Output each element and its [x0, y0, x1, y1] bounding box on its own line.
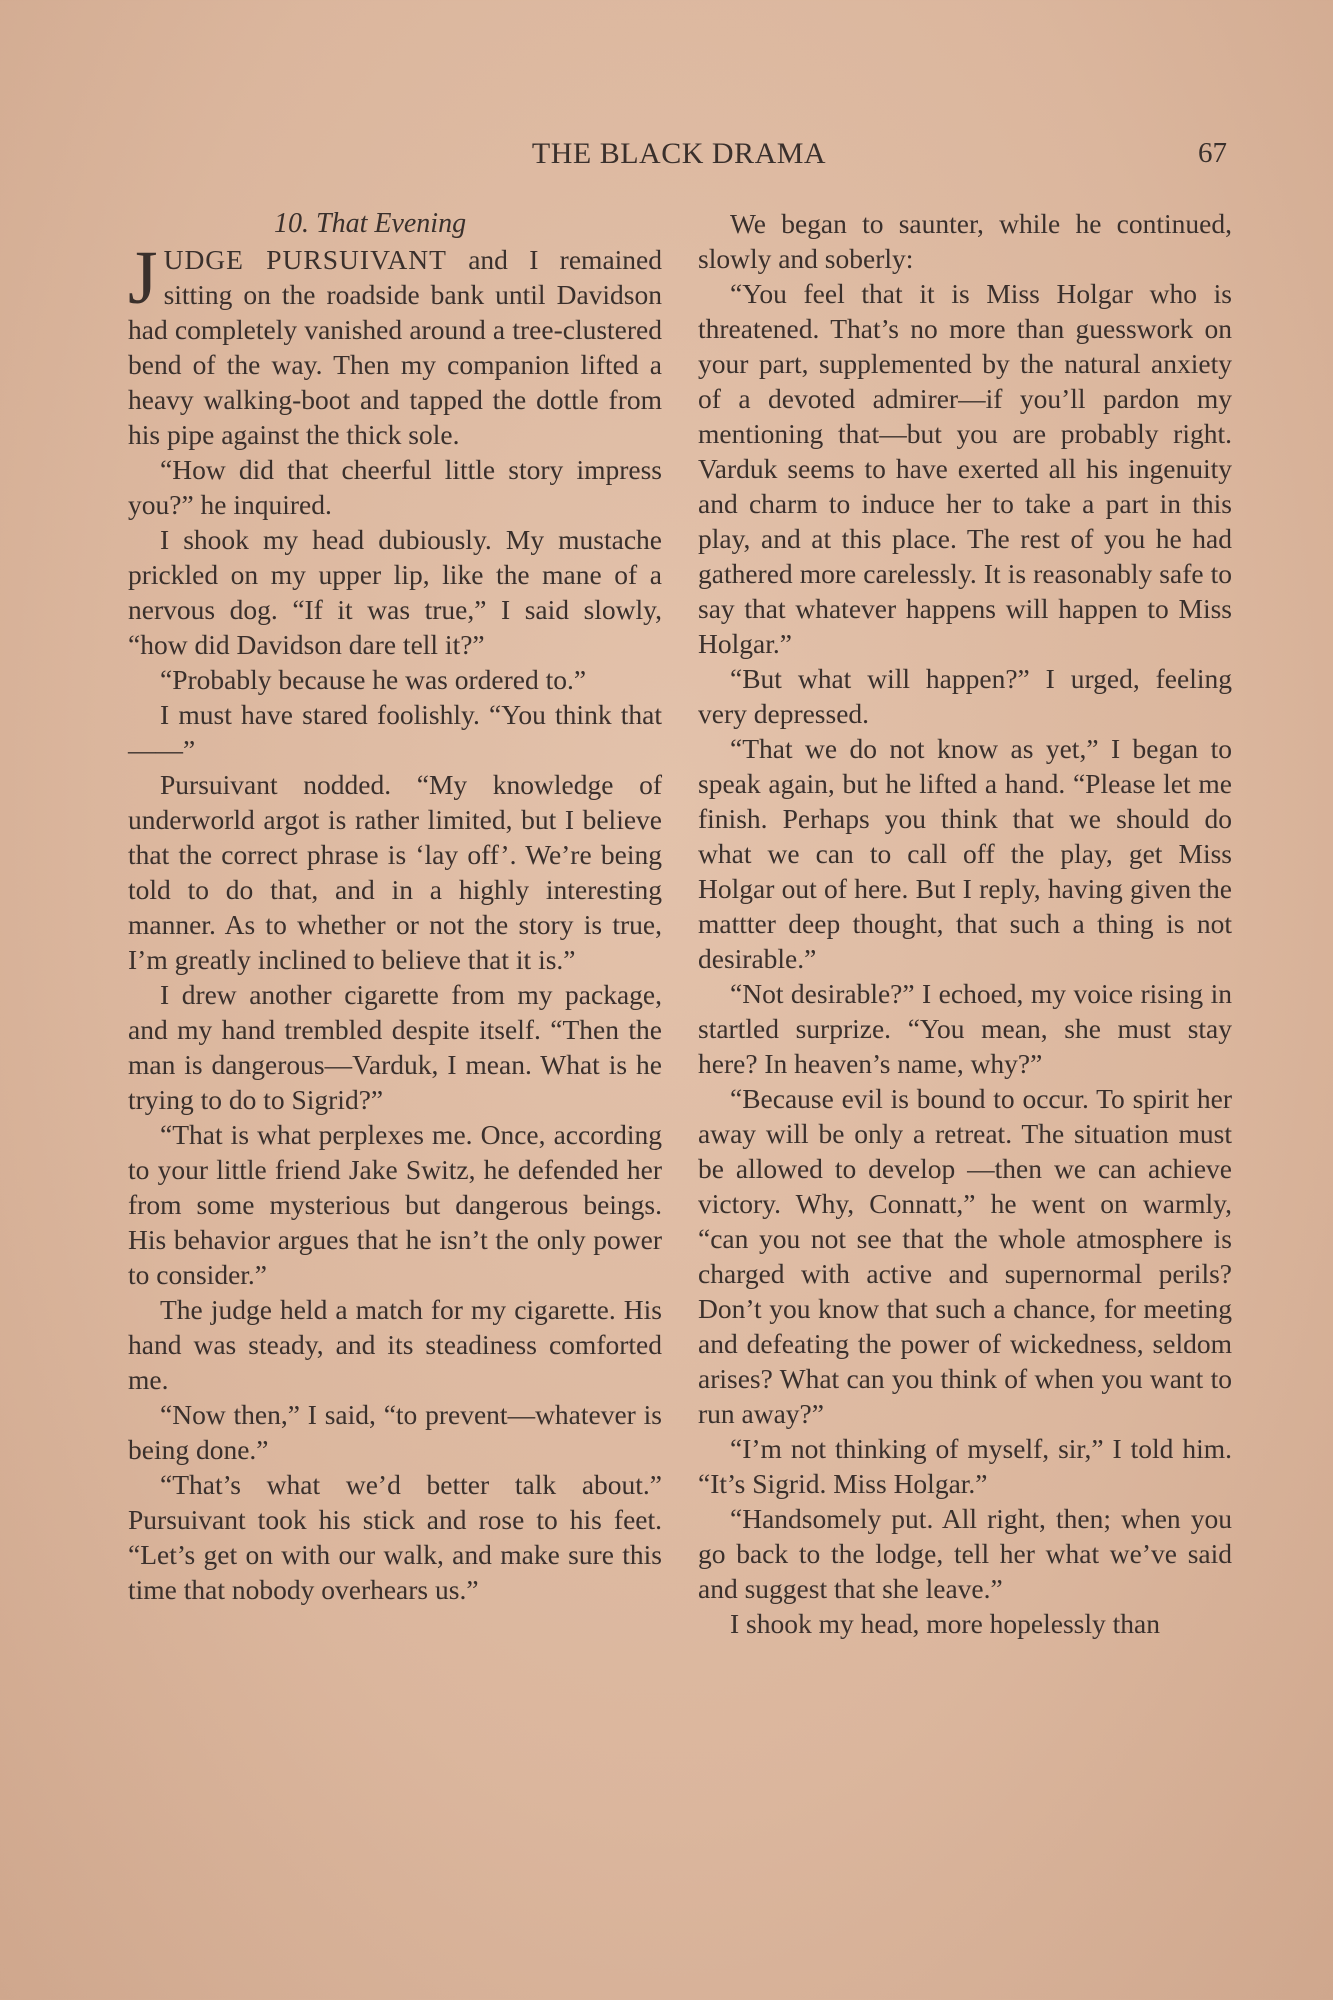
paragraph: “Probably because he was ordered to.” [160, 664, 587, 695]
running-head [0, 137, 1333, 177]
section-heading: 10. That Evening [274, 208, 467, 239]
paragraph: The judge held a match for my cigarette. His hand was steady, and its steadiness comforted me. [128, 1294, 662, 1395]
paragraph: I shook my head dubiously. My mustache prickled on my upper lip, like the mane of a nervous dog. “If it was true,” I said slowly, “how did Davidson dare tell it?” [128, 524, 662, 660]
paragraph: “You feel that it is Miss Holgar who is threatened. That’s no more than guesswork on your part, supplemented by the natural anxiety of a devoted admirer—if you’ll pardon my mentioning that—but you are probably right. Varduk seems to have exerted all his ingenuity and charm to induce her to take a part in this play, and at this place. The rest of you he had gathered more carelessly. It is reasonably safe to say that whatever happens will happen to Miss Holgar.” [698, 278, 1232, 659]
running-title: THE BLACK DRAMA [531, 137, 827, 170]
paragraph: “That is what perplexes me. Once, according to your little friend Jake Switz, he defended her from some mysterious but dangerous beings. His behavior argues that he isn’t the only power to consider.” [128, 1119, 662, 1290]
paragraph: “That we do not know as yet,” I began to speak again, but he lifted a hand. “Please let me finish. Perhaps you think that we should do what we can to call off the play, get Miss Holgar out of here. But I reply, having given the mattter deep thought, that such a thing is not desirable.” [698, 733, 1232, 974]
right-column [698, 206, 1232, 1641]
paragraph: I drew another cigarette from my package, and my hand trembled despite itself. “Then the man is dangerous—Varduk, I mean. What is he trying to do to Sigrid?” [128, 979, 662, 1115]
paragraph: “How did that cheerful little story impress you?” he inquired. [128, 454, 662, 520]
drop-cap: J [128, 236, 158, 320]
paragraph: Pursuivant nodded. “My knowledge of underworld argot is rather limited, but I believe that the correct phrase is ‘lay off’. We’re being told to do that, and in a highly interesting manner. As to whether or not the story is true, I’m greatly inclined to believe that it is.” [128, 769, 662, 975]
paragraph: “That’s what we’d better talk about.” Pursuivant took his stick and rose to his feet. “Let’s get on with our walk, and make sure this time that nobody overhears us.” [128, 1469, 662, 1605]
paragraph: “I’m not thinking of myself, sir,” I told him. “It’s Sigrid. Miss Holgar.” [698, 1433, 1232, 1499]
paragraph: “Handsomely put. All right, then; when you go back to the lodge, tell her what we’ve said and suggest that she leave.” [698, 1503, 1232, 1604]
page-number: 67 [1198, 137, 1227, 169]
paragraph: “But what will happen?” I urged, feeling very depressed. [698, 663, 1232, 729]
paragraph: I shook my head, more hopelessly than [730, 1608, 1160, 1639]
paragraph-text: and I remained sitting on the roadside bank until Davidson had completely vanished around a tree-clustered bend of the way. Then my companion lifted a heavy walking-boot and tapped the dottle from his pipe against the thick sole. [128, 244, 662, 450]
paragraph: We began to saunter, while he continued, slowly and soberly: [698, 208, 1232, 274]
paragraph: “Because evil is bound to occur. To spirit her away will be only a retreat. The situation must be allowed to develop —then we can achieve victory. Why, Connatt,” he went on warmly, “can you not see that the whole atmosphere is charged with active and supernormal perils? Don’t you know that such a chance, for meeting and defeating the power of wickedness, seldom arises? What can you think of when you want to run away?” [698, 1083, 1232, 1429]
paragraph: I must have stared foolishly. “You think that——” [128, 699, 662, 765]
left-column [128, 206, 662, 1607]
paragraph: “Not desirable?” I echoed, my voice rising in startled surprize. “You mean, she must stay here? In heaven’s name, why?” [698, 978, 1232, 1079]
opening-smallcaps: UDGE PURSUIVANT [163, 244, 447, 275]
paragraph [128, 236, 662, 452]
paragraph: “Now then,” I said, “to prevent—whatever is being done.” [128, 1399, 662, 1465]
